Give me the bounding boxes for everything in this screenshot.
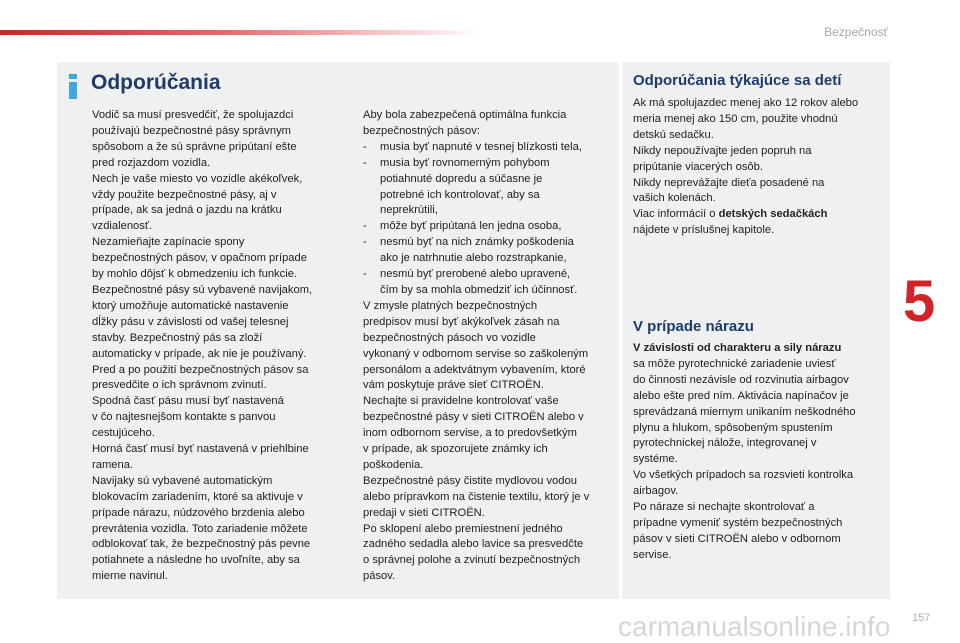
text-line: sprevádzaná miernym unikaním neškodného <box>633 405 856 418</box>
list-item: - nesmú byť na nich známky poškodenia <box>363 236 574 249</box>
text-line: vzdialenosť. <box>92 220 153 233</box>
text-line: predaji v sieti CITROËN. <box>363 506 485 519</box>
text-line: pásov. <box>363 570 396 583</box>
text-line: Bezpečnostné pásy sú vybavené navijakom, <box>92 283 313 296</box>
text-line: meria menej ako 150 cm, použite vhodnú <box>633 112 838 125</box>
children-text <box>633 96 888 239</box>
text-line: v prípade, ak spozorujete známky ich <box>363 443 548 456</box>
list-item: neprekrútili, <box>380 204 438 217</box>
text-line: vykonaný v odbornom servise so zaškoleným <box>363 347 589 360</box>
text-line: do činnosti nezávisle od rozvinutia airbagov <box>633 373 849 386</box>
page-title: Odporúčania <box>91 71 221 94</box>
text-line: Ak má spolujazdec menej ako 12 rokov alebo <box>633 97 859 109</box>
text-line: nájdete v príslušnej kapitole. <box>633 224 775 237</box>
text-line: Aby bola zabezpečená optimálna funkcia <box>363 109 567 121</box>
text-line: servise. <box>633 548 672 561</box>
text-line: alebo ešte pred ním. Aktivácia napínačov je <box>633 389 849 402</box>
list-item: čím by sa mohla obmedziť ich účinnosť. <box>380 283 578 296</box>
text-line: personálom a adektvátnym vybavením, ktoré <box>363 363 586 376</box>
list-item: ako je natrhnutie alebo rozstrapkanie, <box>380 252 567 265</box>
text-line: vašich kolenách. <box>633 192 716 205</box>
list-item: - musia byť rovnomerným pohybom <box>363 156 550 169</box>
chapter-number: 5 <box>903 269 936 334</box>
text-line: alebo prípravkom na čistenie textilu, ktorý je v <box>363 490 590 503</box>
text-line: prípade, ak sa jedná o jazdu na krátku <box>92 204 282 217</box>
text-line: pásov v sieti CITROËN alebo v odbornom <box>633 532 841 545</box>
text-line: by mohlo dôjsť k obmedzeniu ich funkcie. <box>92 268 298 281</box>
text-line: plynu a hlukom, spôsobeným spustením <box>633 421 833 434</box>
text-line: blokovacím zariadením, ktoré sa aktivuje v <box>92 490 303 503</box>
text-line: Pred a po použití bezpečnostných pásov sa <box>92 363 309 376</box>
info-icon <box>66 74 80 100</box>
text-line: zadného sedadla alebo lavice sa presvedčte <box>363 538 584 551</box>
text-line: V zmysle platných bezpečnostných <box>363 299 538 312</box>
text-line: o správnej polohe a zvinutí bezpečnostných <box>363 554 581 567</box>
text-line: Po náraze si nechajte skontrolovať a <box>633 501 815 514</box>
text-line: Nech je vaše miesto vo vozidle akékoľvek, <box>92 172 303 185</box>
header-accent-bar <box>0 30 480 35</box>
list-item: - nesmú byť prerobené alebo upravené, <box>363 268 571 281</box>
text-line: potiahnete a následne ho uvoľníte, aby sa <box>92 554 300 567</box>
text-line: Spodná časť pásu musí byť nastavená <box>92 395 284 408</box>
text-line: prevrátenia vozidla. Toto zariadenie môžete <box>92 522 308 535</box>
list-item: potrebné ich kontrolovať, aby sa <box>380 188 540 201</box>
section-label: Bezpečnosť <box>824 25 888 39</box>
text-line: vždy použite bezpečnostné pásy, aj v <box>92 188 277 201</box>
text-line: bezpečnostných pásov, v opačnom prípade <box>92 252 307 265</box>
text-line: Nikdy neprevážajte dieťa posadené na <box>633 176 825 189</box>
text-line: Nezamieňajte zapínacie spony <box>92 236 245 249</box>
recommendations-column-2 <box>363 108 613 585</box>
text-line: pyrotechnickej nálože, integrovanej v <box>633 437 817 450</box>
text-line: airbagov. <box>633 485 679 498</box>
text-line: Vo všetkých prípadoch sa rozsvieti kontrolka <box>633 469 854 482</box>
collision-text <box>633 341 888 564</box>
text-line: Nikdy nepoužívajte jeden popruh na <box>633 144 812 157</box>
text-line: sa môže pyrotechnické zariadenie uviesť <box>633 357 836 370</box>
recommendations-column-1 <box>92 108 342 585</box>
children-heading: Odporúčania týkajúce sa detí <box>633 72 842 89</box>
text-line: bezpečnostných pásov: <box>363 124 480 137</box>
text-line: pred rozjazdom vozidla. <box>92 156 211 169</box>
text-line: Bezpečnostné pásy čistite mydlovou vodou <box>363 474 577 487</box>
text-line: odblokovať tak, že bezpečnostný pás pevne <box>92 538 311 551</box>
text-line: používajú bezpečnostné pásy správnym <box>92 124 292 137</box>
text-line: prípade nárazu, núdzového brzdenia alebo <box>92 506 305 519</box>
text-line: ramena. <box>92 458 134 471</box>
child-seats-link-text: detských sedačkách <box>718 208 828 221</box>
page-number: 157 <box>912 612 931 624</box>
text-line: automaticky v prípade, ak nie je používaný. <box>92 347 307 360</box>
text-line: presvedčite o ich správnom zvinutí. <box>92 379 267 392</box>
text-line: v čo najtesnejšom kontakte s panvou <box>92 411 276 424</box>
collision-heading: V prípade nárazu <box>633 318 754 335</box>
text-line: Horná časť musí byť nastavená v priehlbine <box>92 443 309 456</box>
watermark: carmanualsonline.info <box>618 611 891 642</box>
text-line: dĺžky pásu v závislosti od vašej telesnej <box>92 315 289 328</box>
text-line: prípadne vymeniť systém bezpečnostných <box>633 516 843 529</box>
text-line: Vodič sa musí presvedčiť, že spolujazdci <box>92 109 294 121</box>
text-line: Nechajte si pravidelne kontrolovať vaše <box>363 395 559 408</box>
text-line: poškodenia. <box>363 458 424 471</box>
text-line: bezpečnostné pásy v sieti CITROËN alebo v <box>363 411 584 424</box>
more-info-line: Viac informácií o detských sedačkách <box>633 208 828 221</box>
text-line: mierne navinul. <box>92 570 168 583</box>
list-item: potiahnuté dopredu a súčasne je <box>380 172 543 185</box>
text-line: detskú sedačku. <box>633 128 714 141</box>
text-line: predpisov musí byť akýkoľvek zásah na <box>363 315 560 328</box>
text-line: inom odbornom servise, a to predovšetkým <box>363 427 577 440</box>
list-item: - musia byť napnuté v tesnej blízkosti tela, <box>363 140 582 153</box>
text-line: stavby. Bezpečnostný pás sa zloží <box>92 331 263 344</box>
text-line: ktorý umožňuje automatické nastavenie <box>92 299 289 312</box>
list-item: - môže byť pripútaná len jedna osoba, <box>363 220 562 233</box>
text-line: Navijaky sú vybavené automatickým <box>92 474 273 487</box>
text-line: spôsobom a že sú správne pripútaní ešte <box>92 140 297 153</box>
text-line: vám poskytuje práve sieť CITROËN. <box>363 379 544 392</box>
text-line: cestujúceho. <box>92 427 155 440</box>
text-line: pripútanie viacerých osôb. <box>633 160 763 173</box>
text-line: Po sklopení alebo premiestnení jedného <box>363 522 563 535</box>
collision-lead: V závislosti od charakteru a sily nárazu <box>633 342 842 354</box>
text-line: bezpečnostných pásoch vo vozidle <box>363 331 536 344</box>
text-line: systéme. <box>633 453 678 466</box>
